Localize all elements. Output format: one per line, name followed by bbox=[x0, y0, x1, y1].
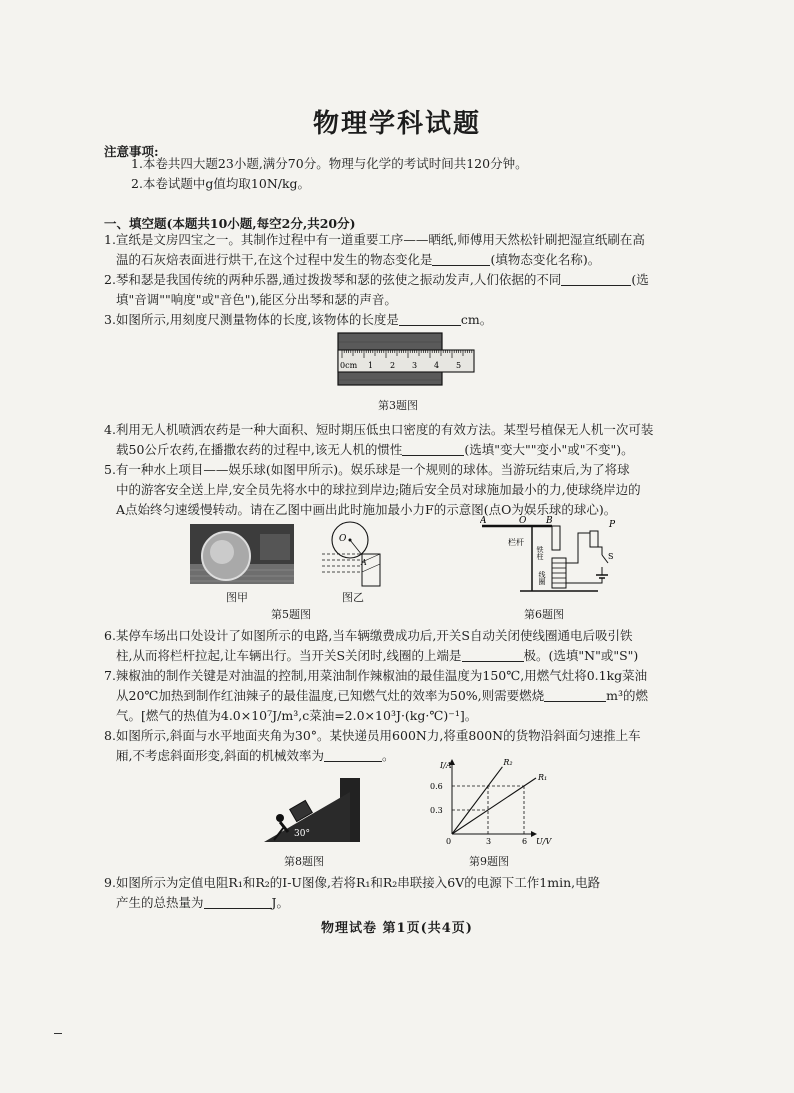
ruler-label: 2 bbox=[390, 361, 396, 370]
figure-caption: 第5题图 bbox=[271, 608, 311, 621]
series-label-R2: R₂ bbox=[503, 757, 513, 767]
ruler bbox=[338, 350, 474, 372]
photo-fig-jia bbox=[190, 524, 294, 584]
q7-line: 气。[燃气的热值为4.0×10⁷J/m³,c菜油=2.0×10³J·(kg·℃)⁻¹]。 bbox=[116, 708, 478, 723]
note-item: 2.本卷试题中g值均取10N/kg。 bbox=[131, 176, 311, 191]
q5-line: A点始终匀速缓慢转动。请在乙图中画出此时施加最小力F的示意图(点O为娱乐球的球心)。 bbox=[116, 502, 617, 517]
figure-caption: 第8题图 bbox=[284, 855, 324, 868]
q1-line bbox=[116, 250, 600, 270]
point-label: O bbox=[339, 534, 347, 544]
q9-text: 产生的总热量为 bbox=[116, 895, 204, 910]
q1-text: (填物态变化名称)。 bbox=[490, 252, 601, 267]
q8-line: 8.如图所示,斜面与水平地面夹角为30°。某快递员用600N力,将重800N的货物沿斜面匀速推上车 bbox=[104, 728, 641, 743]
q4-text: (选填"变大""变小"或"不变")。 bbox=[464, 442, 634, 457]
q7-text: m³的燃 bbox=[606, 688, 648, 703]
q2-text: 2.琴和瑟是我国传统的两种乐器,通过拨拨琴和瑟的弦使之振动发声,人们依据的不同 bbox=[104, 272, 562, 287]
margin-mark bbox=[54, 1033, 62, 1034]
q4-text: 载50公斤农药,在播撒农药的过程中,该无人机的惯性 bbox=[116, 442, 403, 457]
point-label: A bbox=[480, 516, 487, 526]
q8-text: 。 bbox=[381, 748, 395, 763]
q8-line bbox=[116, 746, 394, 766]
series-label-R1: R₁ bbox=[538, 773, 548, 782]
q6-text: 极。(选填"N"或"S") bbox=[523, 648, 639, 663]
point-label: S bbox=[608, 552, 614, 561]
note-item: 1.本卷共四大题23小题,满分70分。物理与化学的考试时间共120分钟。 bbox=[131, 156, 528, 171]
core-label: 铁柱 bbox=[536, 546, 544, 560]
courier bbox=[276, 814, 284, 822]
page-title: 物理学科试题 bbox=[312, 109, 481, 139]
series-line-R2 bbox=[452, 767, 502, 834]
q3-line bbox=[104, 310, 492, 330]
rod-label: 栏杆 bbox=[508, 538, 524, 547]
answer-blank[interactable] bbox=[462, 648, 524, 662]
ruler-label: 1 bbox=[368, 361, 374, 370]
y-tick-label: 0.6 bbox=[430, 782, 443, 791]
resistor-P bbox=[590, 531, 598, 547]
q7-line: 7.辣椒油的制作关键是对油温的控制,用菜油制作辣椒油的最佳温度为150℃,用燃气灶将0.1kg菜油 bbox=[104, 668, 648, 683]
answer-blank[interactable] bbox=[402, 442, 464, 456]
q5-line: 中的游客安全送上岸,安全员先将水中的球拉到岸边;随后安全员对球施加最小的力,使球绕岸边的 bbox=[116, 482, 641, 497]
ruler-figure bbox=[330, 330, 480, 388]
answer-blank[interactable] bbox=[324, 748, 382, 762]
answer-blank[interactable] bbox=[432, 252, 490, 266]
page-footer: 物理试卷 第1页(共4页) bbox=[321, 921, 473, 936]
diagram-fig-yi bbox=[322, 518, 382, 588]
x-axis-label: U/V bbox=[536, 837, 552, 846]
q1-line: 1.宣纸是文房四宝之一。其制作过程中有一道重要工序——晒纸,师傅用天然松针刷把湿宣纸刷在高 bbox=[104, 232, 645, 247]
answer-blank[interactable] bbox=[544, 688, 606, 702]
point-label: A bbox=[361, 558, 367, 567]
q2-line bbox=[104, 270, 649, 290]
angle-label: 30° bbox=[294, 829, 310, 839]
incline-fig-8 bbox=[262, 776, 362, 846]
section-heading: 一、填空题(本题共10小题,每空2分,共20分) bbox=[104, 216, 356, 231]
ruler-label: 5 bbox=[456, 361, 462, 370]
ruler-label: 0cm bbox=[340, 361, 358, 370]
q8-text: 厢,不考虑斜面形变,斜面的机械效率为 bbox=[116, 748, 324, 763]
circuit-fig-6 bbox=[480, 513, 620, 599]
point-label: O bbox=[519, 516, 527, 526]
point-label: P bbox=[609, 520, 616, 530]
q5-line: 5.有一种水上项目——娱乐球(如图甲所示)。娱乐球是一个规则的球体。当游玩结束后,为了将球 bbox=[104, 462, 630, 477]
q6-line: 6.某停车场出口处设计了如图所示的电路,当车辆缴费成功后,开关S自动关闭使线圈通电后吸引铁 bbox=[104, 628, 633, 643]
q3-text: cm。 bbox=[460, 312, 493, 327]
iron-core bbox=[552, 526, 560, 550]
q6-text: 柱,从而将栏杆拉起,让车辆出行。当开关S关闭时,线圈的上端是 bbox=[116, 648, 462, 663]
figure-caption: 第6题图 bbox=[524, 608, 564, 621]
q7-line bbox=[116, 686, 648, 706]
q3-text: 3.如图所示,用刻度尺测量物体的长度,该物体的长度是 bbox=[104, 312, 399, 327]
fig-label: 图乙 bbox=[342, 591, 364, 604]
figure-caption: 第3题图 bbox=[378, 399, 418, 412]
figure-caption: 第9题图 bbox=[469, 855, 509, 868]
q9-line: 9.如图所示为定值电阻R₁和R₂的I-U图像,若将R₁和R₂串联接入6V的电源下工作1min,电路 bbox=[104, 875, 601, 890]
x-tick-label: 6 bbox=[522, 837, 528, 846]
fig-label: 图甲 bbox=[226, 591, 248, 604]
q4-line: 4.利用无人机喷洒农药是一种大面积、短时期压低虫口密度的有效方法。某型号植保无人机一次可装 bbox=[104, 422, 654, 437]
answer-blank[interactable] bbox=[399, 312, 461, 326]
q7-text: 从20℃加热到制作红油辣子的最佳温度,已知燃气灶的效率为50%,则需要燃烧 bbox=[116, 688, 545, 703]
ruler-label: 4 bbox=[434, 361, 440, 370]
iu-graph-fig-9 bbox=[422, 756, 562, 846]
q2-text: (选 bbox=[631, 272, 649, 287]
q1-text: 温的石灰焙表面进行烘干,在这个过程中发生的物态变化是 bbox=[116, 252, 433, 267]
origin-label: 0 bbox=[446, 837, 452, 846]
q6-line bbox=[116, 646, 638, 666]
series-line-R1 bbox=[452, 778, 536, 834]
q4-line bbox=[116, 440, 634, 460]
q9-line bbox=[116, 893, 289, 913]
answer-blank[interactable] bbox=[561, 272, 631, 286]
y-axis-label: I/A bbox=[440, 761, 452, 770]
coil-label: 线圈 bbox=[538, 571, 546, 585]
point-label: B bbox=[546, 516, 553, 526]
ruler-label: 3 bbox=[412, 361, 418, 370]
x-tick-label: 3 bbox=[486, 837, 492, 846]
q9-text: J。 bbox=[271, 895, 290, 910]
y-tick-label: 0.3 bbox=[430, 806, 443, 815]
answer-blank[interactable] bbox=[204, 895, 272, 909]
notes-heading: 注意事项: bbox=[104, 144, 159, 159]
q2-line: 填"音调""响度"或"音色"),能区分出琴和瑟的声音。 bbox=[116, 292, 397, 307]
